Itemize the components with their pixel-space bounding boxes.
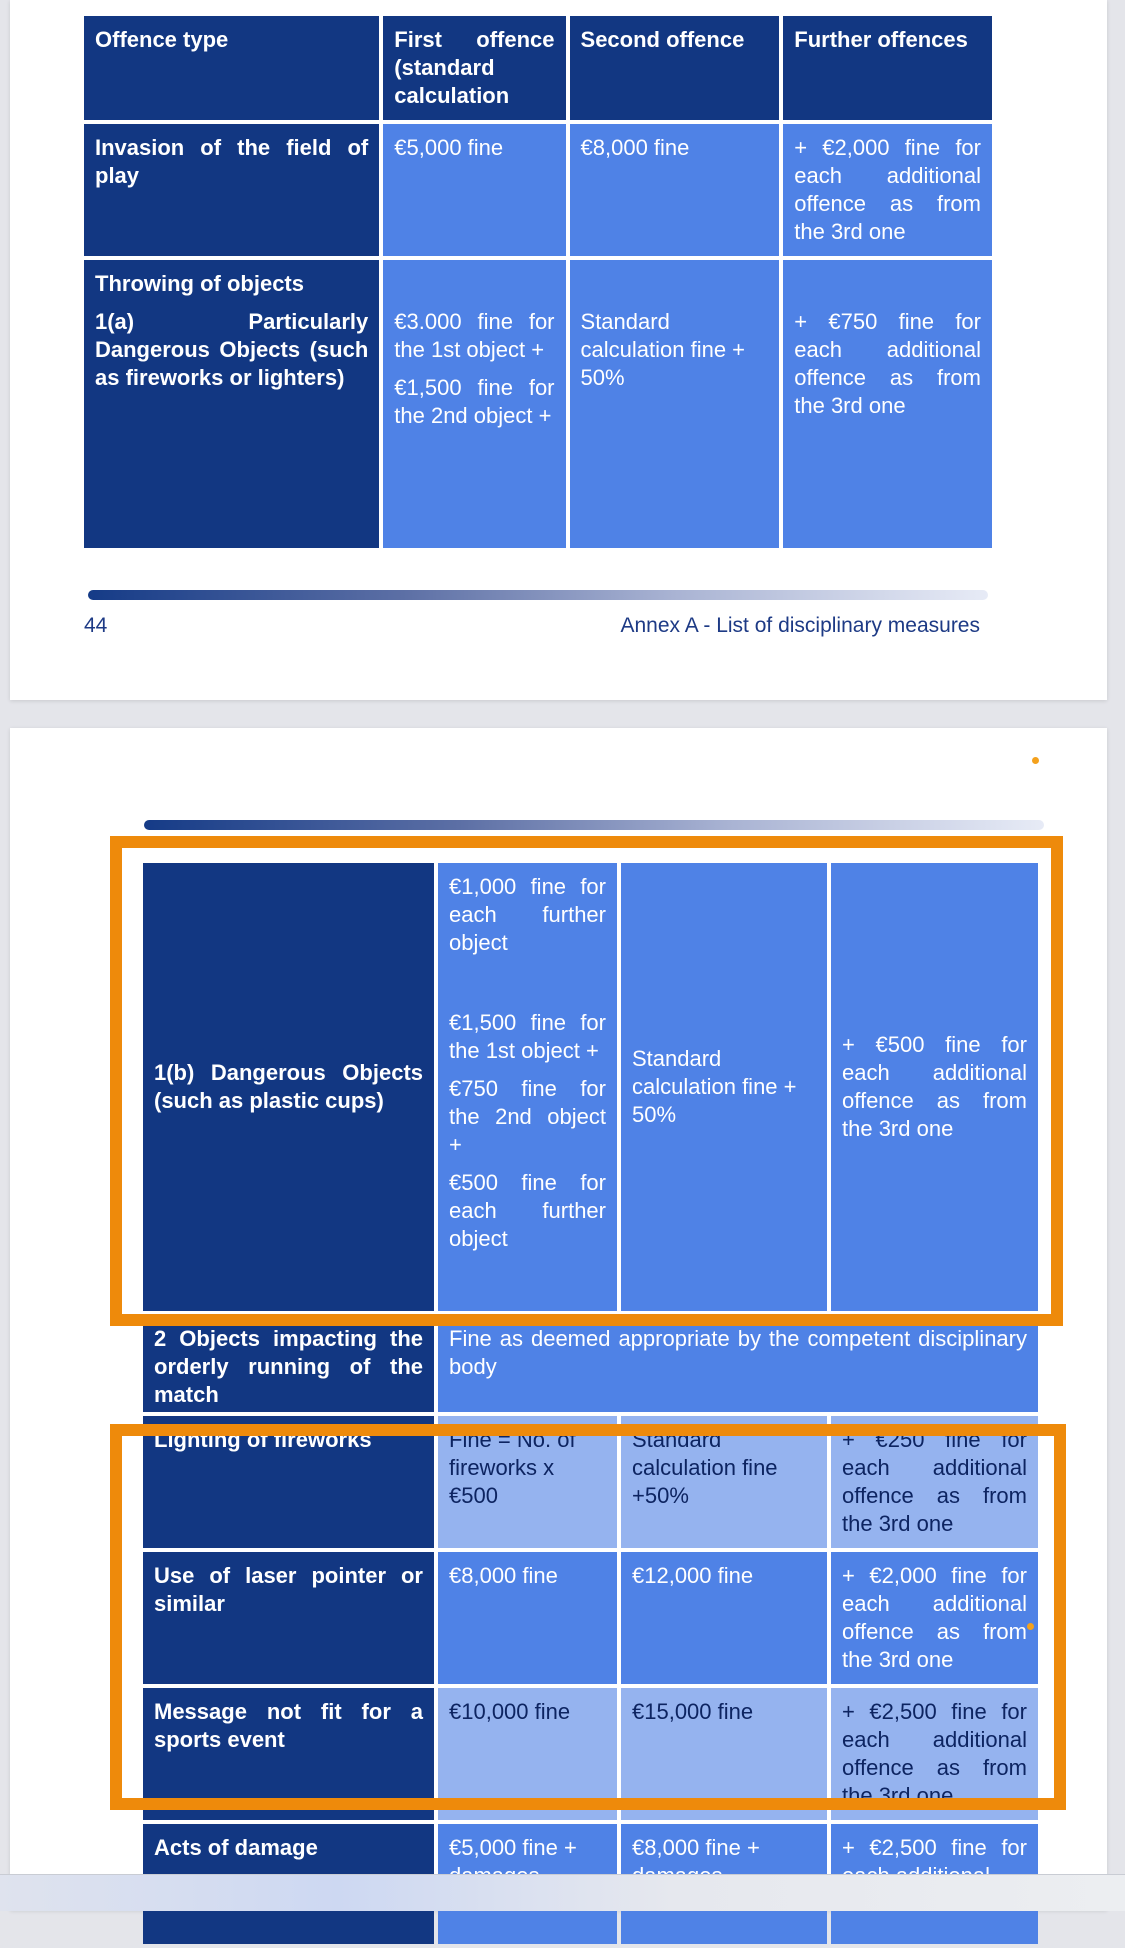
offence-title: Throwing of objects <box>95 271 304 296</box>
second-offence-cell: €15,000 fine <box>621 1688 827 1820</box>
second-offence-cell: Standard calculation fine + 50% <box>570 260 780 548</box>
first-offence-cell <box>438 863 617 1311</box>
disciplinary-measures-table-page-44 <box>80 12 996 552</box>
first-offence-line: €1,500 fine for the 1st object + <box>449 1010 606 1063</box>
offence-type-cell: Acts of damage <box>143 1824 434 1944</box>
footer-annex-title: Annex A - List of disciplinary measures <box>620 614 980 637</box>
offence-type-cell <box>84 260 379 548</box>
further-offences-cell: + €2,500 fine for each additional offence as from the 3rd one <box>831 1688 1038 1820</box>
first-offence-line: €1,000 fine for each further object <box>449 874 606 955</box>
header-second-offence: Second offence <box>570 16 780 120</box>
second-offence-cell: Standard calculation fine + 50% <box>621 863 827 1311</box>
page-number: 44 <box>84 614 108 637</box>
offence-type-cell: 1(b) Dangerous Objects (such as plastic cups) <box>143 863 434 1311</box>
second-offence-cell: Standard calculation fine +50% <box>621 1416 827 1548</box>
further-offences-cell: + €2,000 fine for each additional offence as from the 3rd one <box>783 124 992 256</box>
offence-subtitle: 1(a) Particularly Dangerous Objects (such as fireworks or lighters) <box>95 309 369 390</box>
table-row <box>143 863 1038 1311</box>
orange-dot-marker <box>1027 1623 1034 1630</box>
further-offences-cell: + €2,000 fine for each additional offence as from the 3rd one <box>831 1552 1038 1684</box>
first-offence-cell: €10,000 fine <box>438 1688 617 1820</box>
first-offence-cell: €5,000 fine + <box>438 1824 617 1944</box>
disciplinary-measures-table-page-45 <box>139 859 1042 1948</box>
header-gradient-bar <box>144 820 1044 830</box>
offence-type-cell: Use of laser pointer or similar <box>143 1552 434 1684</box>
first-offence-line: €3.000 fine for the 1st object + <box>394 309 555 362</box>
first-offence-line: €500 fine for each further object <box>449 1170 606 1251</box>
first-offence-cell: €8,000 fine <box>438 1552 617 1684</box>
table-row <box>84 260 992 548</box>
header-further-offences: Further offences <box>783 16 992 120</box>
table-row <box>143 1416 1038 1548</box>
merged-fine-cell: Fine as deemed appropriate by the competent disciplinary body <box>438 1315 1038 1412</box>
further-offences-cell: + €750 fine for each additional offence as from the 3rd one <box>783 260 992 548</box>
table-row <box>143 1315 1038 1412</box>
footer-gradient-bar <box>88 590 988 600</box>
first-offence-cell: Fine = No. of fireworks x €500 <box>438 1416 617 1548</box>
header-offence-type: Offence type <box>84 16 379 120</box>
offence-type-cell: Invasion of the field of play <box>84 124 379 256</box>
first-offence-cell: €5,000 fine <box>383 124 565 256</box>
offence-type-cell: 2 Objects impacting the orderly running of the match <box>143 1315 434 1412</box>
second-offence-cell: €8,000 fine <box>570 124 780 256</box>
orange-dot-marker <box>1032 757 1039 764</box>
table-header-row <box>84 16 992 120</box>
bottom-toolbar-edge <box>0 1874 1125 1911</box>
offence-type-cell: Message not fit for a sports event <box>143 1688 434 1820</box>
first-offence-line: €1,500 fine for the 2nd object + <box>394 375 555 428</box>
table-row <box>143 1552 1038 1684</box>
second-offence-cell: €12,000 fine <box>621 1552 827 1684</box>
header-first-offence: First offence (standard calculation <box>383 16 565 120</box>
first-offence-cell <box>383 260 565 548</box>
second-offence-cell: €8,000 fine + <box>621 1824 827 1944</box>
further-offences-cell: + €250 fine for each additional offence as from the 3rd one <box>831 1416 1038 1548</box>
offence-type-cell: Lighting of fireworks <box>143 1416 434 1548</box>
table-row <box>84 124 992 256</box>
further-offences-cell: + €2,500 fine for <box>831 1824 1038 1944</box>
document-page-44 <box>10 0 1107 700</box>
further-offences-cell: + €500 fine for each additional offence as from the 3rd one <box>831 863 1038 1311</box>
table-row <box>143 1688 1038 1820</box>
first-offence-line: €750 fine for the 2nd object + <box>449 1076 606 1157</box>
